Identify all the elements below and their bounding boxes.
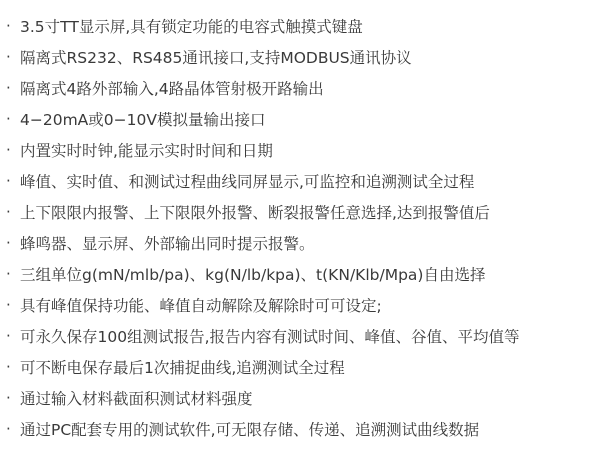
bullet: · bbox=[6, 419, 11, 438]
list-item bbox=[6, 165, 606, 196]
bullet: · bbox=[6, 295, 11, 314]
feature-text: 可永久保存100组测试报告,报告内容有测试时间、峰值、谷值、平均值等 bbox=[20, 327, 520, 346]
feature-text: 4−20mA或0−10V模拟量输出接口 bbox=[20, 110, 266, 129]
list-item bbox=[6, 289, 606, 320]
feature-text: 通过输入材料截面积测试材料强度 bbox=[20, 389, 253, 408]
feature-text: 具有峰值保持功能、峰值自动解除及解除时可可设定; bbox=[20, 296, 382, 315]
feature-text: 通过PC配套专用的测试软件,可无限存储、传递、追溯测试曲线数据 bbox=[20, 420, 480, 439]
feature-text: 3.5寸TT显示屏,具有锁定功能的电容式触摸式键盘 bbox=[20, 17, 363, 36]
feature-text: 隔离式RS232、RS485通讯接口,支持MODBUS通讯协议 bbox=[20, 48, 412, 67]
list-item bbox=[6, 382, 606, 413]
feature-text: 可不断电保存最后1次捕捉曲线,追溯测试全过程 bbox=[20, 358, 345, 377]
feature-text: 内置实时时钟,能显示实时时间和日期 bbox=[20, 141, 273, 160]
list-item bbox=[6, 413, 606, 444]
list-item bbox=[6, 10, 606, 41]
feature-list bbox=[6, 10, 606, 444]
feature-text: 隔离式4路外部输入,4路晶体管射极开路输出 bbox=[20, 79, 324, 98]
bullet: · bbox=[6, 47, 11, 66]
list-item bbox=[6, 227, 606, 258]
bullet: · bbox=[6, 264, 11, 283]
bullet: · bbox=[6, 78, 11, 97]
bullet: · bbox=[6, 357, 11, 376]
list-item bbox=[6, 41, 606, 72]
bullet: · bbox=[6, 140, 11, 159]
list-item bbox=[6, 196, 606, 227]
list-item bbox=[6, 103, 606, 134]
list-item bbox=[6, 72, 606, 103]
list-item bbox=[6, 351, 606, 382]
feature-text: 峰值、实时值、和测试过程曲线同屏显示,可监控和追溯测试全过程 bbox=[20, 172, 475, 191]
bullet: · bbox=[6, 202, 11, 221]
feature-text: 上下限限内报警、上下限限外报警、断裂报警任意选择,达到报警值后 bbox=[20, 203, 490, 222]
bullet: · bbox=[6, 326, 11, 345]
bullet: · bbox=[6, 109, 11, 128]
bullet: · bbox=[6, 16, 11, 35]
bullet: · bbox=[6, 388, 11, 407]
list-item bbox=[6, 134, 606, 165]
feature-text: 蜂鸣器、显示屏、外部输出同时提示报警。 bbox=[20, 234, 315, 253]
bullet: · bbox=[6, 171, 11, 190]
bullet: · bbox=[6, 233, 11, 252]
list-item bbox=[6, 258, 606, 289]
list-item bbox=[6, 320, 606, 351]
feature-text: 三组单位g(mN/mlb/pa)、kg(N/lb/kpa)、t(KN/Klb/Mpa)自由选择 bbox=[20, 265, 486, 284]
